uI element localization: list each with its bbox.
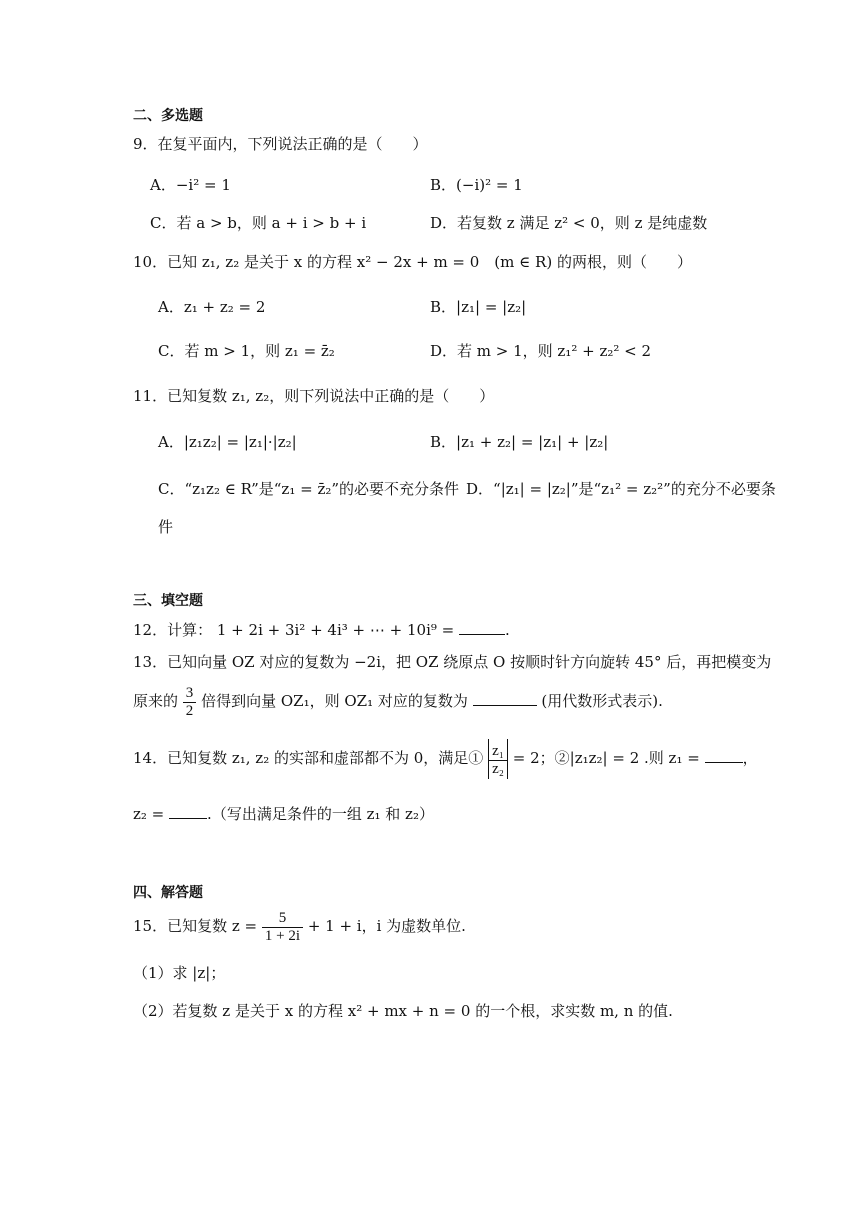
question-14-line-1 [133,738,758,779]
answer-blank-14-z2[interactable] [169,804,207,819]
question-14-line-2 [133,804,434,824]
question-12-suffix: . [505,621,510,639]
question-9-option-b: B．(−i)² = 1 [430,176,523,194]
question-15-part-2: （2）若复数 z 是关于 x 的方程 x² + mx + n = 0 的一个根，求实数 m, n 的值. [133,1002,673,1020]
fraction-numerator: 3 [183,685,197,703]
answer-blank-12[interactable] [459,620,505,635]
section-heading-fill: 三、填空题 [133,593,203,609]
question-9-option-c: C．若 a > b，则 a + i > b + i [150,214,367,232]
question-12-prefix: 12．计算： [133,621,213,639]
question-10-option-d: D．若 m > 1，则 z₁² + z₂² < 2 [430,342,652,360]
absolute-value-bars [488,739,508,779]
question-11-option-a: A．|z₁z₂| = |z₁|·|z₂| [158,433,297,451]
answer-blank-13[interactable] [473,691,537,706]
question-11-stem: 11．已知复数 z₁, z₂，则下列说法中正确的是（ ） [133,387,495,405]
question-15-post: + 1 + i，i 为虚数单位. [307,917,466,935]
fraction-five-over [262,910,303,945]
question-11-option-d: D．“|z₁| = |z₂|”是“z₁² = z₂²”的充分不必要条 [466,480,776,498]
question-14-end: ， [742,749,758,767]
question-13-post: 倍得到向量 OZ₁，则 OZ₁ 对应的复数为 [201,692,468,710]
fraction-denominator: 1 + 2i [264,927,301,944]
fraction-numerator: 5 [262,910,303,928]
question-11-option-c: C．“z₁z₂ ∈ R”是“z₁ = z̄₂”的必要不充分条件 [158,480,460,498]
fraction-numerator: z₁ [489,743,507,761]
fraction-denominator: 2 [185,702,194,719]
question-9-stem: 9．在复平面内，下列说法正确的是（ ） [133,135,428,153]
question-12 [133,620,510,640]
question-14-line2-pre: z₂ = [133,805,165,823]
question-13-pre: 原来的 [133,692,179,710]
answer-blank-14-z1[interactable] [705,748,743,763]
question-10-option-c: C．若 m > 1，则 z₁ = z̄₂ [158,342,335,360]
question-14-line2-post: .（写出满足条件的一组 z₁ 和 z₂） [207,805,434,823]
question-10-stem: 10．已知 z₁, z₂ 是关于 x 的方程 x² − 2x + m = 0 (m ∈ R) 的两根，则（ ） [133,253,692,271]
question-14-mid: = 2；②|z₁z₂| = 2 .则 z₁ = [512,749,700,767]
question-15-part-1: （1）求 |z|； [133,964,226,982]
question-13-line-2 [133,683,663,720]
fraction-three-halves [183,685,197,720]
section-heading-solve: 四、解答题 [133,885,203,901]
question-15-pre: 15．已知复数 z = [133,917,258,935]
question-10-option-b: B．|z₁| = |z₂| [430,298,527,316]
question-12-expression: 1 + 2i + 3i² + 4i³ + ⋯ + 10i⁹ = [216,621,455,639]
fraction-denominator: z₂ [492,760,504,777]
question-13-line-1: 13．已知向量 OZ 对应的复数为 −2i，把 OZ 绕原点 O 按顺时针方向旋转 45° 后，再把模变为 [133,653,772,671]
question-9-option-a: A．−i² = 1 [150,176,231,194]
question-10-option-a: A．z₁ + z₂ = 2 [158,298,266,316]
fraction-z1-over-z2 [489,743,507,778]
question-13-tail: (用代数形式表示). [541,692,663,710]
question-11-option-b: B．|z₁ + z₂| = |z₁| + |z₂| [430,433,609,451]
question-11-option-d-continued: 件 [158,518,174,536]
question-9-option-d: D．若复数 z 满足 z² < 0，则 z 是纯虚数 [430,214,708,232]
question-14-pre: 14．已知复数 z₁, z₂ 的实部和虚部都不为 0，满足① [133,749,484,767]
question-15-stem [133,906,466,946]
section-heading-multi: 二、多选题 [133,108,203,124]
